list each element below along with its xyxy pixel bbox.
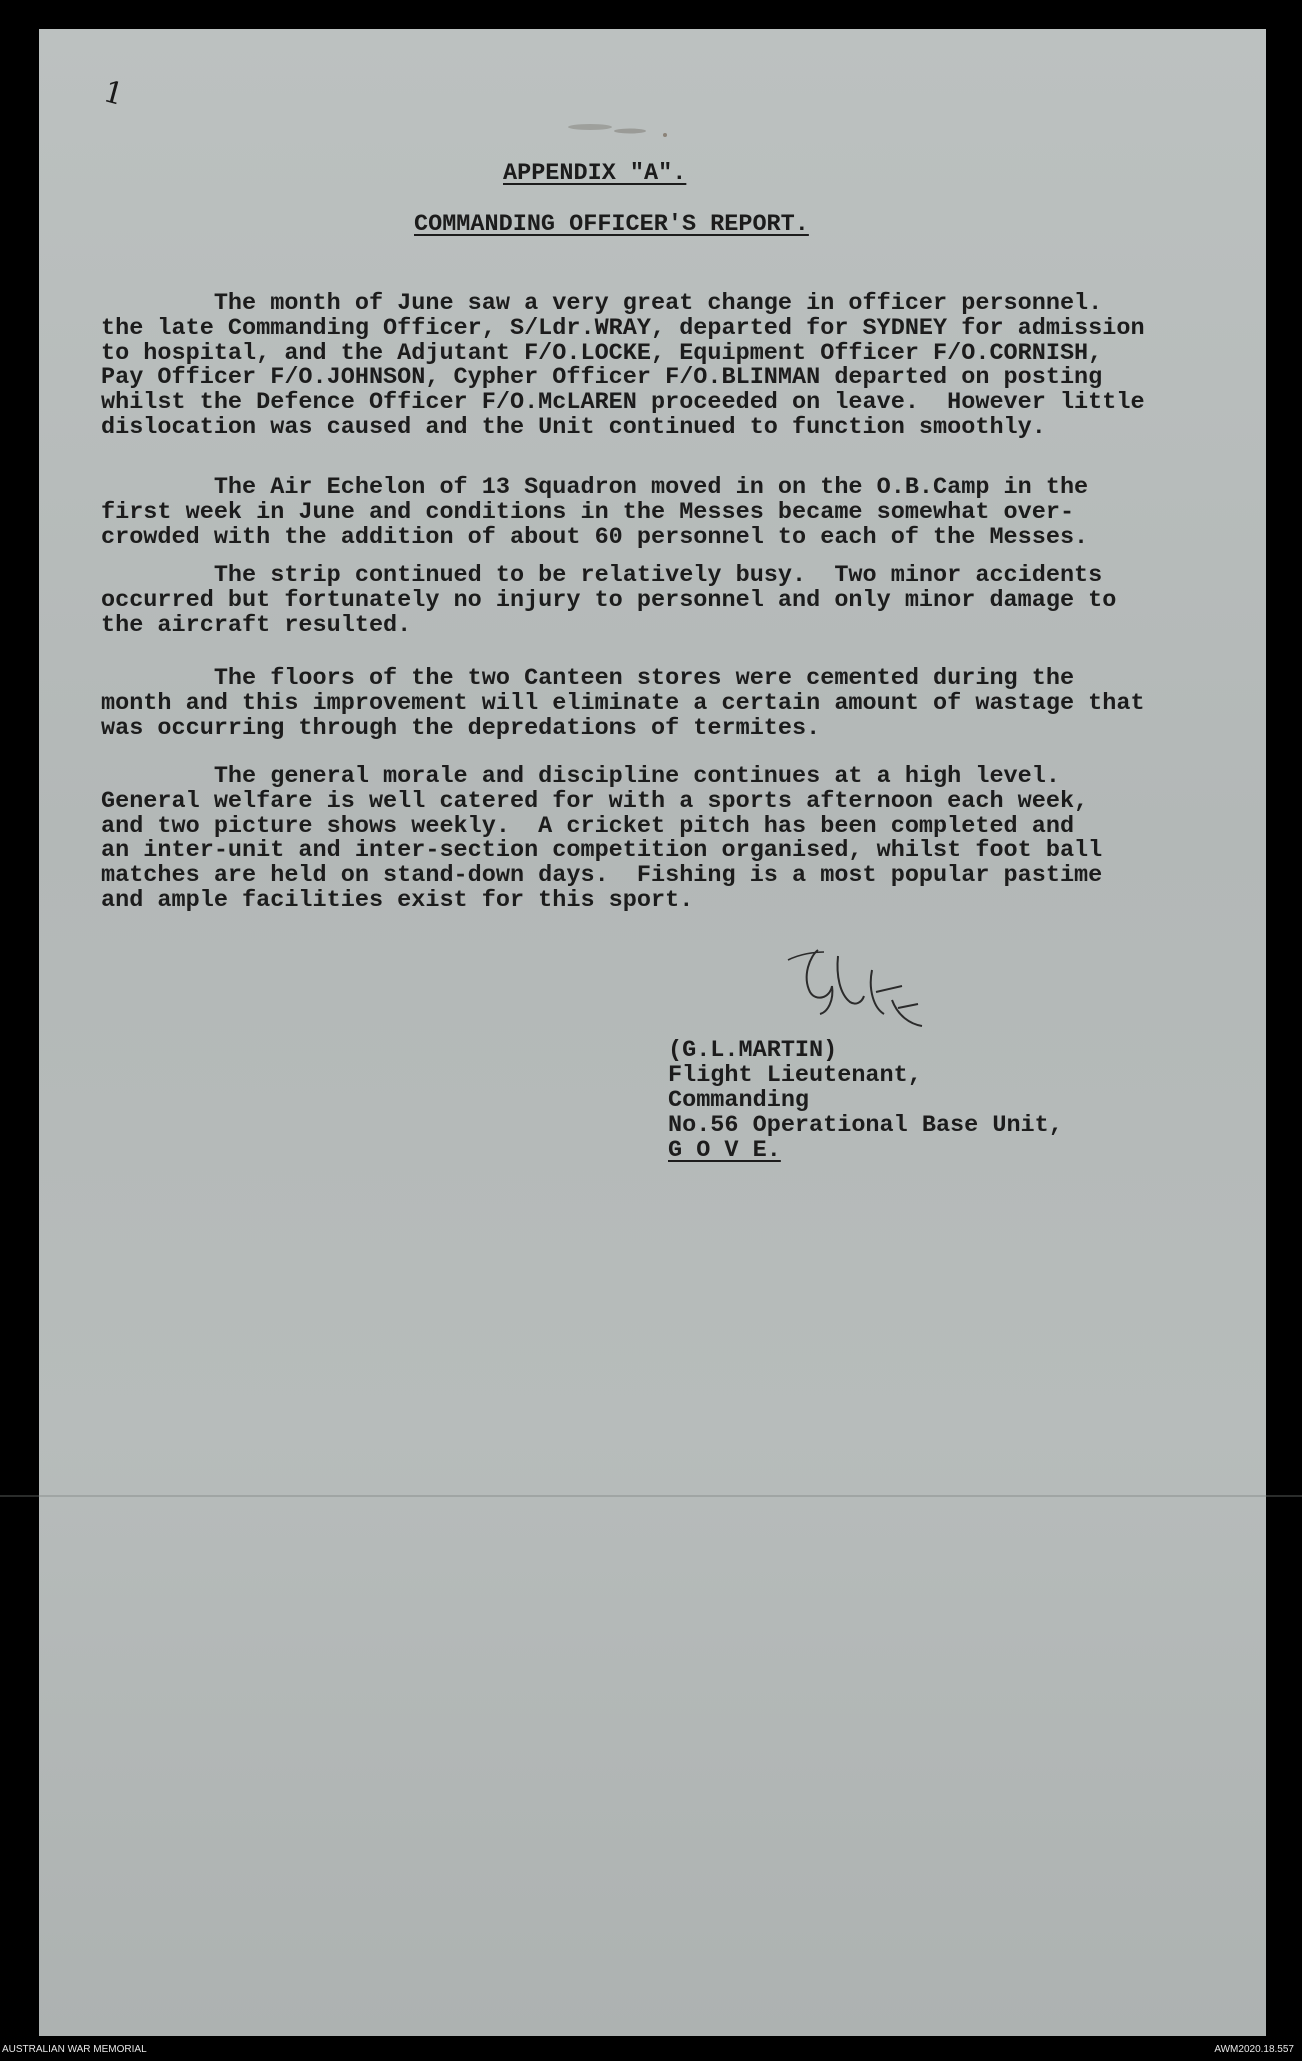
paragraph-1-line: dislocation was caused and the Unit continued to function smoothly. bbox=[101, 414, 1046, 441]
signatory-role: Commanding bbox=[668, 1087, 810, 1114]
paragraph-4-line: The floors of the two Canteen stores were cemented during the bbox=[101, 665, 1075, 692]
signatory-location: G O V E. bbox=[668, 1137, 781, 1164]
paragraph-5-line: an inter-unit and inter-section competition organised, whilst foot ball bbox=[101, 837, 1103, 865]
paragraph-3-line: The strip continued to be relatively busy. Two minor accidents bbox=[101, 562, 1103, 589]
paragraph-1-line: the late Commanding Officer, S/Ldr.WRAY, departed for SYDNEY for admission bbox=[101, 314, 1145, 342]
paragraph-5-line: General welfare is well catered for with a sports afternoon each week, bbox=[101, 787, 1089, 815]
signatory-unit: No.56 Operational Base Unit, bbox=[668, 1112, 1063, 1139]
paragraph-2-line: first week in June and conditions in the Messes became somewhat over- bbox=[101, 498, 1075, 526]
report-title: COMMANDING OFFICER'S REPORT. bbox=[414, 211, 809, 238]
paragraph-4-line: was occurring through the depredations of termites. bbox=[101, 714, 821, 742]
paragraph-1-line: to hospital, and the Adjutant F/O.LOCKE, Equipment Officer F/O.CORNISH, bbox=[101, 339, 1103, 367]
paragraph-4-line: month and this improvement will eliminate a certain amount of wastage that bbox=[101, 689, 1145, 717]
appendix-title: APPENDIX "A". bbox=[503, 160, 687, 187]
paragraph-2-line: The Air Echelon of 13 Squadron moved in on the O.B.Camp in the bbox=[101, 474, 1089, 501]
signatory-rank: Flight Lieutenant, bbox=[668, 1062, 922, 1089]
paragraph-5-line: and two picture shows weekly. A cricket pitch has been completed and bbox=[101, 812, 1075, 840]
paragraph-3-line: the aircraft resulted. bbox=[101, 611, 412, 639]
handwritten-signature bbox=[780, 930, 940, 1060]
paragraph-3-line: occurred but fortunately no injury to personnel and only minor damage to bbox=[101, 586, 1117, 614]
paragraph-5-line: matches are held on stand-down days. Fishing is a most popular pastime bbox=[101, 862, 1103, 890]
paragraph-1-line: Pay Officer F/O.JOHNSON, Cypher Officer F/O.BLINMAN departed on posting bbox=[101, 364, 1103, 392]
paragraph-5-line: The general morale and discipline continues at a high level. bbox=[101, 763, 1060, 790]
paragraph-2-line: crowded with the addition of about 60 personnel to each of the Messes. bbox=[101, 523, 1089, 551]
footer-item-id: AWM2020.18.557 bbox=[1214, 2044, 1294, 2055]
signatory-name: (G.L.MARTIN) bbox=[668, 1037, 838, 1064]
corner-mark: 1 bbox=[99, 74, 128, 113]
paper-smudge bbox=[560, 118, 680, 140]
paper-fold bbox=[0, 1495, 1302, 1497]
paragraph-1-line: The month of June saw a very great change in officer personnel. bbox=[101, 290, 1103, 317]
paragraph-1-line: whilst the Defence Officer F/O.McLAREN proceeded on leave. However little bbox=[101, 389, 1145, 417]
paragraph-5-line: and ample facilities exist for this sport. bbox=[101, 887, 694, 914]
footer-archive-name: AUSTRALIAN WAR MEMORIAL bbox=[2, 2044, 147, 2055]
